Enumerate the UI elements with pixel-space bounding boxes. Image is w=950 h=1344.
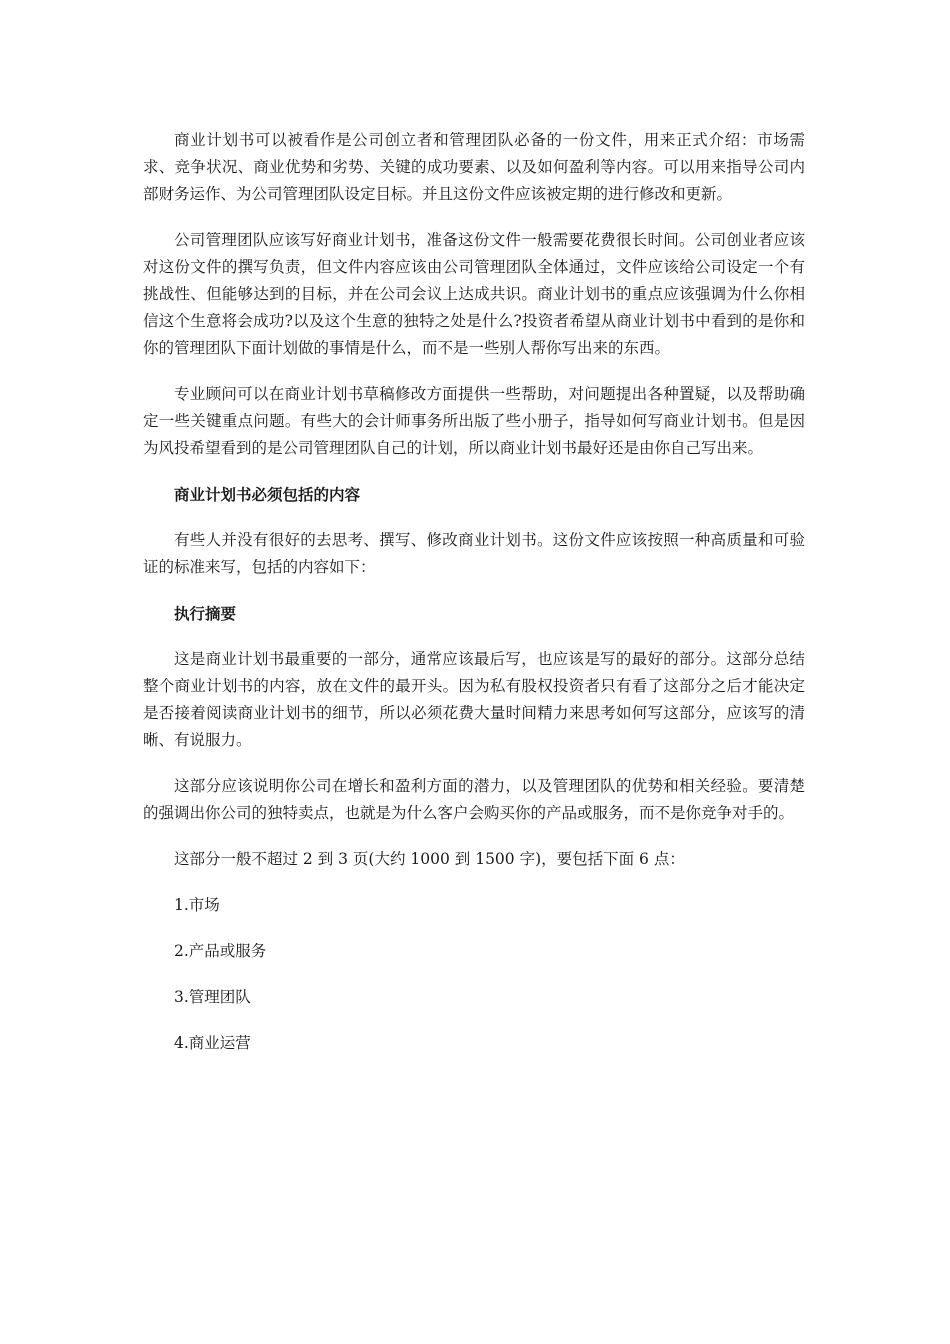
paragraph-management-team: 公司管理团队应该写好商业计划书，准备这份文件一般需要花费很长时间。公司创业者应该对这份文件的撰写负责，但文件内容应该由公司管理团队全体通过，文件应该给公司设定一个有挑战性、但能够达到的目标，并在公司会议上达成共识。商业计划书的重点应该强调为什么你相信这个生意将会成功?以及这个生意的独特之处是什么?投资者希望从商业计划书中看到的是你和你的管理团队下面计划做的事情是什么，而不是一些别人帮你写出来的东西。 — [143, 231, 805, 357]
section-heading-executive-summary: 执行摘要 — [174, 604, 237, 623]
paragraph-summary-importance: 这是商业计划书最重要的一部分，通常应该最后写，也应该是写的最好的部分。这部分总结整个商业计划书的内容，放在文件的最开头。因为私有股权投资者只有看了这部分之后才能决定是否接着阅读商业计划书的细节，所以必须花费大量时间精力来思考如何写这部分，应该写的清晰、有说服力。 — [143, 650, 805, 749]
list-item-management-team: 3.管理团队 — [174, 988, 251, 1006]
document-page — [143, 127, 805, 1076]
paragraph-summary-length: 这部分一般不超过 2 到 3 页(大约 1000 到 1500 字)，要包括下面 6 点： — [174, 850, 685, 868]
paragraph-intro-business-plan: 商业计划书可以被看作是公司创立者和管理团队必备的一份文件，用来正式介绍：市场需求、竞争状况、商业优势和劣势、关键的成功要素、以及如何盈利等内容。可以用来指导公司内部财务运作、为公司管理团队设定目标。并且这份文件应该被定期的进行修改和更新。 — [143, 131, 805, 203]
paragraph-consultants: 专业顾问可以在商业计划书草稿修改方面提供一些帮助，对问题提出各种置疑，以及帮助确定一些关键重点问题。有些大的会计师事务所出版了些小册子，指导如何写商业计划书。但是因为风投希望看到的是公司管理团队自己的计划，所以商业计划书最好还是由你自己写出来。 — [143, 385, 805, 457]
list-item-market: 1.市场 — [174, 896, 220, 914]
section-heading-required-contents: 商业计划书必须包括的内容 — [174, 485, 361, 504]
paragraph-contents-intro: 有些人并没有很好的去思考、撰写、修改商业计划书。这份文件应该按照一种高质量和可验证的标准来写，包括的内容如下： — [143, 531, 805, 576]
list-item-product-service: 2.产品或服务 — [174, 942, 267, 960]
list-item-business-operations: 4.商业运营 — [174, 1034, 251, 1052]
paragraph-summary-potential: 这部分应该说明你公司在增长和盈利方面的潜力，以及管理团队的优势和相关经验。要清楚的强调出你公司的独特卖点，也就是为什么客户会购买你的产品或服务，而不是你竞争对手的。 — [143, 777, 805, 822]
